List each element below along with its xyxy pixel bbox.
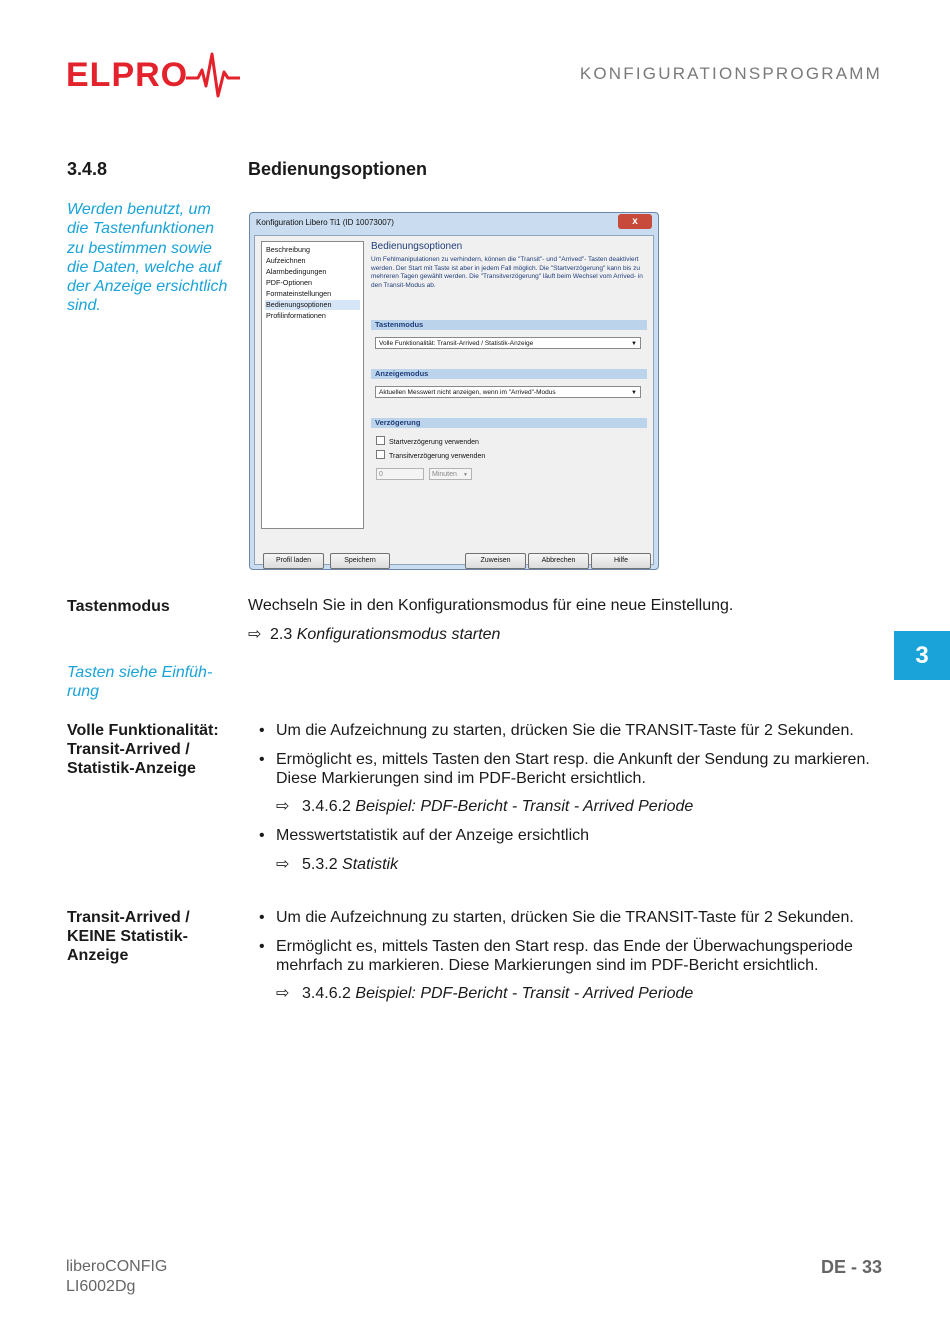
bullet-text: Um die Aufzeichnung zu starten, drücken Sie die TRANSIT-Taste für 2 Sekunden. xyxy=(276,909,854,926)
term-volle-funktionalitaet xyxy=(67,721,237,778)
display-mode-value: Aktuellen Messwert nicht anzeigen, wenn im "Arrived"-Modus xyxy=(379,389,556,396)
key-mode-heading: Tastenmodus xyxy=(371,320,647,330)
bullet-icon: • xyxy=(259,722,265,739)
footer-left xyxy=(66,1257,167,1296)
key-mode-select[interactable] xyxy=(375,337,641,349)
nav-item-pdf-optionen[interactable]: PDF-Optionen xyxy=(266,278,312,287)
bullet-icon: • xyxy=(259,909,265,926)
save-button[interactable]: Speichern xyxy=(330,553,390,569)
checkbox-icon xyxy=(376,436,385,445)
side-note: Werden benutzt, um die Tastenfunktionen zu bestimmen sowie die Daten, welche auf der Anzeige ersichtlich sind. xyxy=(67,201,228,315)
bullet-text-cont: mehrfach zu markieren. Diese Markierungen sind im PDF-Bericht ersichtlich. xyxy=(276,957,819,974)
display-mode-heading: Anzeigemodus xyxy=(371,369,647,379)
nav-item-formateinstellungen[interactable]: Formateinstellungen xyxy=(266,289,332,298)
ref-title: Konfigurationsmodus starten xyxy=(296,626,501,643)
term-line: Volle Funktionalität: xyxy=(67,722,219,739)
reference-link[interactable] xyxy=(248,625,500,644)
close-icon[interactable]: x xyxy=(618,214,652,229)
footer-doc-id: LI6002Dg xyxy=(66,1277,136,1295)
section-number: 3.4.8 xyxy=(67,159,108,179)
section-title: Bedienungsoptionen xyxy=(248,159,427,179)
dialog-titlebar xyxy=(250,213,658,235)
transit-delay-label: Transitverzögerung verwenden xyxy=(389,453,486,460)
term-line: Anzeige xyxy=(67,947,129,964)
delay-heading: Verzögerung xyxy=(371,418,647,428)
reference-link[interactable] xyxy=(276,797,693,816)
key-mode-value: Volle Funktionalität: Transit-Arrived / Statistik-Anzeige xyxy=(379,340,534,347)
dialog-title: Konfiguration Libero Ti1 (ID 10073007) xyxy=(256,218,394,227)
term-line: Transit-Arrived / xyxy=(67,741,190,758)
nav-item-profilinformationen[interactable]: Profilinformationen xyxy=(266,311,326,320)
load-profile-button[interactable]: Profil laden xyxy=(263,553,324,569)
ref-title: Statistik xyxy=(342,856,399,873)
page-number: DE - 33 xyxy=(820,1257,882,1277)
ref-title: Beispiel: PDF-Bericht - Transit - Arrived Periode xyxy=(355,985,694,1002)
reference-link[interactable] xyxy=(276,984,693,1003)
reference-arrow-icon: ⇨ xyxy=(276,985,290,1002)
reference-arrow-icon: ⇨ xyxy=(276,856,290,873)
cancel-button[interactable]: Abbrechen xyxy=(528,553,589,569)
nav-item-alarmbedingungen[interactable]: Alarmbedingungen xyxy=(266,267,327,276)
elpro-logo xyxy=(66,50,241,100)
delay-value-input[interactable]: 0 xyxy=(376,468,424,480)
dropdown-caret-icon: ▼ xyxy=(463,472,468,478)
term-line: Statistik-Anzeige xyxy=(67,760,196,777)
bullet-icon: • xyxy=(259,938,265,955)
svg-text:ELPRO: ELPRO xyxy=(66,56,189,94)
assign-button[interactable]: Zuweisen xyxy=(465,553,526,569)
term-tastenmodus: Tastenmodus xyxy=(67,598,170,615)
delay-unit-value: Minuten xyxy=(432,471,457,478)
bullet-icon: • xyxy=(259,751,265,768)
ref-number: 5.3.2 xyxy=(302,856,338,873)
bullet-text: Um die Aufzeichnung zu starten, drücken Sie die TRANSIT-Taste für 2 Sekunden. xyxy=(276,722,854,739)
bullet-text: Ermöglicht es, mittels Tasten den Start resp. das Ende der Überwachungsperiode xyxy=(276,938,853,955)
tastenmodus-text: Wechseln Sie in den Konfigurationsmodus für eine neue Einstellung. xyxy=(248,597,734,614)
term-line: Transit-Arrived / xyxy=(67,909,190,926)
dialog-client xyxy=(254,235,654,565)
ref-number: 2.3 xyxy=(270,626,293,643)
reference-arrow-icon: ⇨ xyxy=(248,626,262,643)
bullet-text: Messwertstatistik auf der Anzeige ersichtlich xyxy=(276,827,590,844)
side-note: Tasten siehe Einfüh-rung xyxy=(67,664,213,701)
reference-link[interactable] xyxy=(276,855,398,874)
dialog-nav-list xyxy=(261,241,364,529)
chapter-tab: 3 xyxy=(894,631,950,680)
dropdown-caret-icon: ▼ xyxy=(631,341,637,347)
dialog-content-title: Bedienungsoptionen xyxy=(371,241,463,252)
footer-product: liberoCONFIG xyxy=(66,1258,168,1275)
configuration-dialog xyxy=(249,212,659,570)
bullet-icon: • xyxy=(259,827,265,844)
bullet-text-cont: Diese Markierungen sind im PDF-Bericht ersichtlich. xyxy=(276,770,646,787)
help-button[interactable]: Hilfe xyxy=(591,553,651,569)
nav-item-aufzeichnen[interactable]: Aufzeichnen xyxy=(266,256,306,265)
transit-delay-checkbox[interactable] xyxy=(376,450,485,460)
ref-number: 3.4.6.2 xyxy=(302,798,351,815)
header-title: KONFIGURATIONSPROGRAMM xyxy=(579,64,882,83)
nav-item-bedienungsoptionen[interactable]: Bedienungsoptionen xyxy=(265,300,360,310)
checkbox-icon xyxy=(376,450,385,459)
term-transit-arrived xyxy=(67,908,237,965)
start-delay-label: Startverzögerung verwenden xyxy=(389,439,479,446)
display-mode-select[interactable] xyxy=(375,386,641,398)
ref-title: Beispiel: PDF-Bericht - Transit - Arrived Periode xyxy=(355,798,694,815)
ref-number: 3.4.6.2 xyxy=(302,985,351,1002)
start-delay-checkbox[interactable] xyxy=(376,436,479,446)
delay-unit-select[interactable] xyxy=(429,468,472,480)
bullet-text: Ermöglicht es, mittels Tasten den Start resp. die Ankunft der Sendung zu markieren. xyxy=(276,751,870,768)
dropdown-caret-icon: ▼ xyxy=(631,390,637,396)
nav-item-beschreibung[interactable]: Beschreibung xyxy=(266,245,310,254)
reference-arrow-icon: ⇨ xyxy=(276,798,290,815)
dialog-description: Um Fehlmanipulationen zu verhindern, können die "Transit"- und "Arrived"- Tasten deaktiviert werden. Der Start mit Taste ist aber in jedem Fall möglich. Die "Startverzögerung" kann bis zu mehreren Tagen gewählt werden. Die "Transitverzögerung" läuft beim Wechsel vom Arrived- in den Transit-Modus ab. xyxy=(371,256,643,289)
term-line: KEINE Statistik- xyxy=(67,928,188,945)
